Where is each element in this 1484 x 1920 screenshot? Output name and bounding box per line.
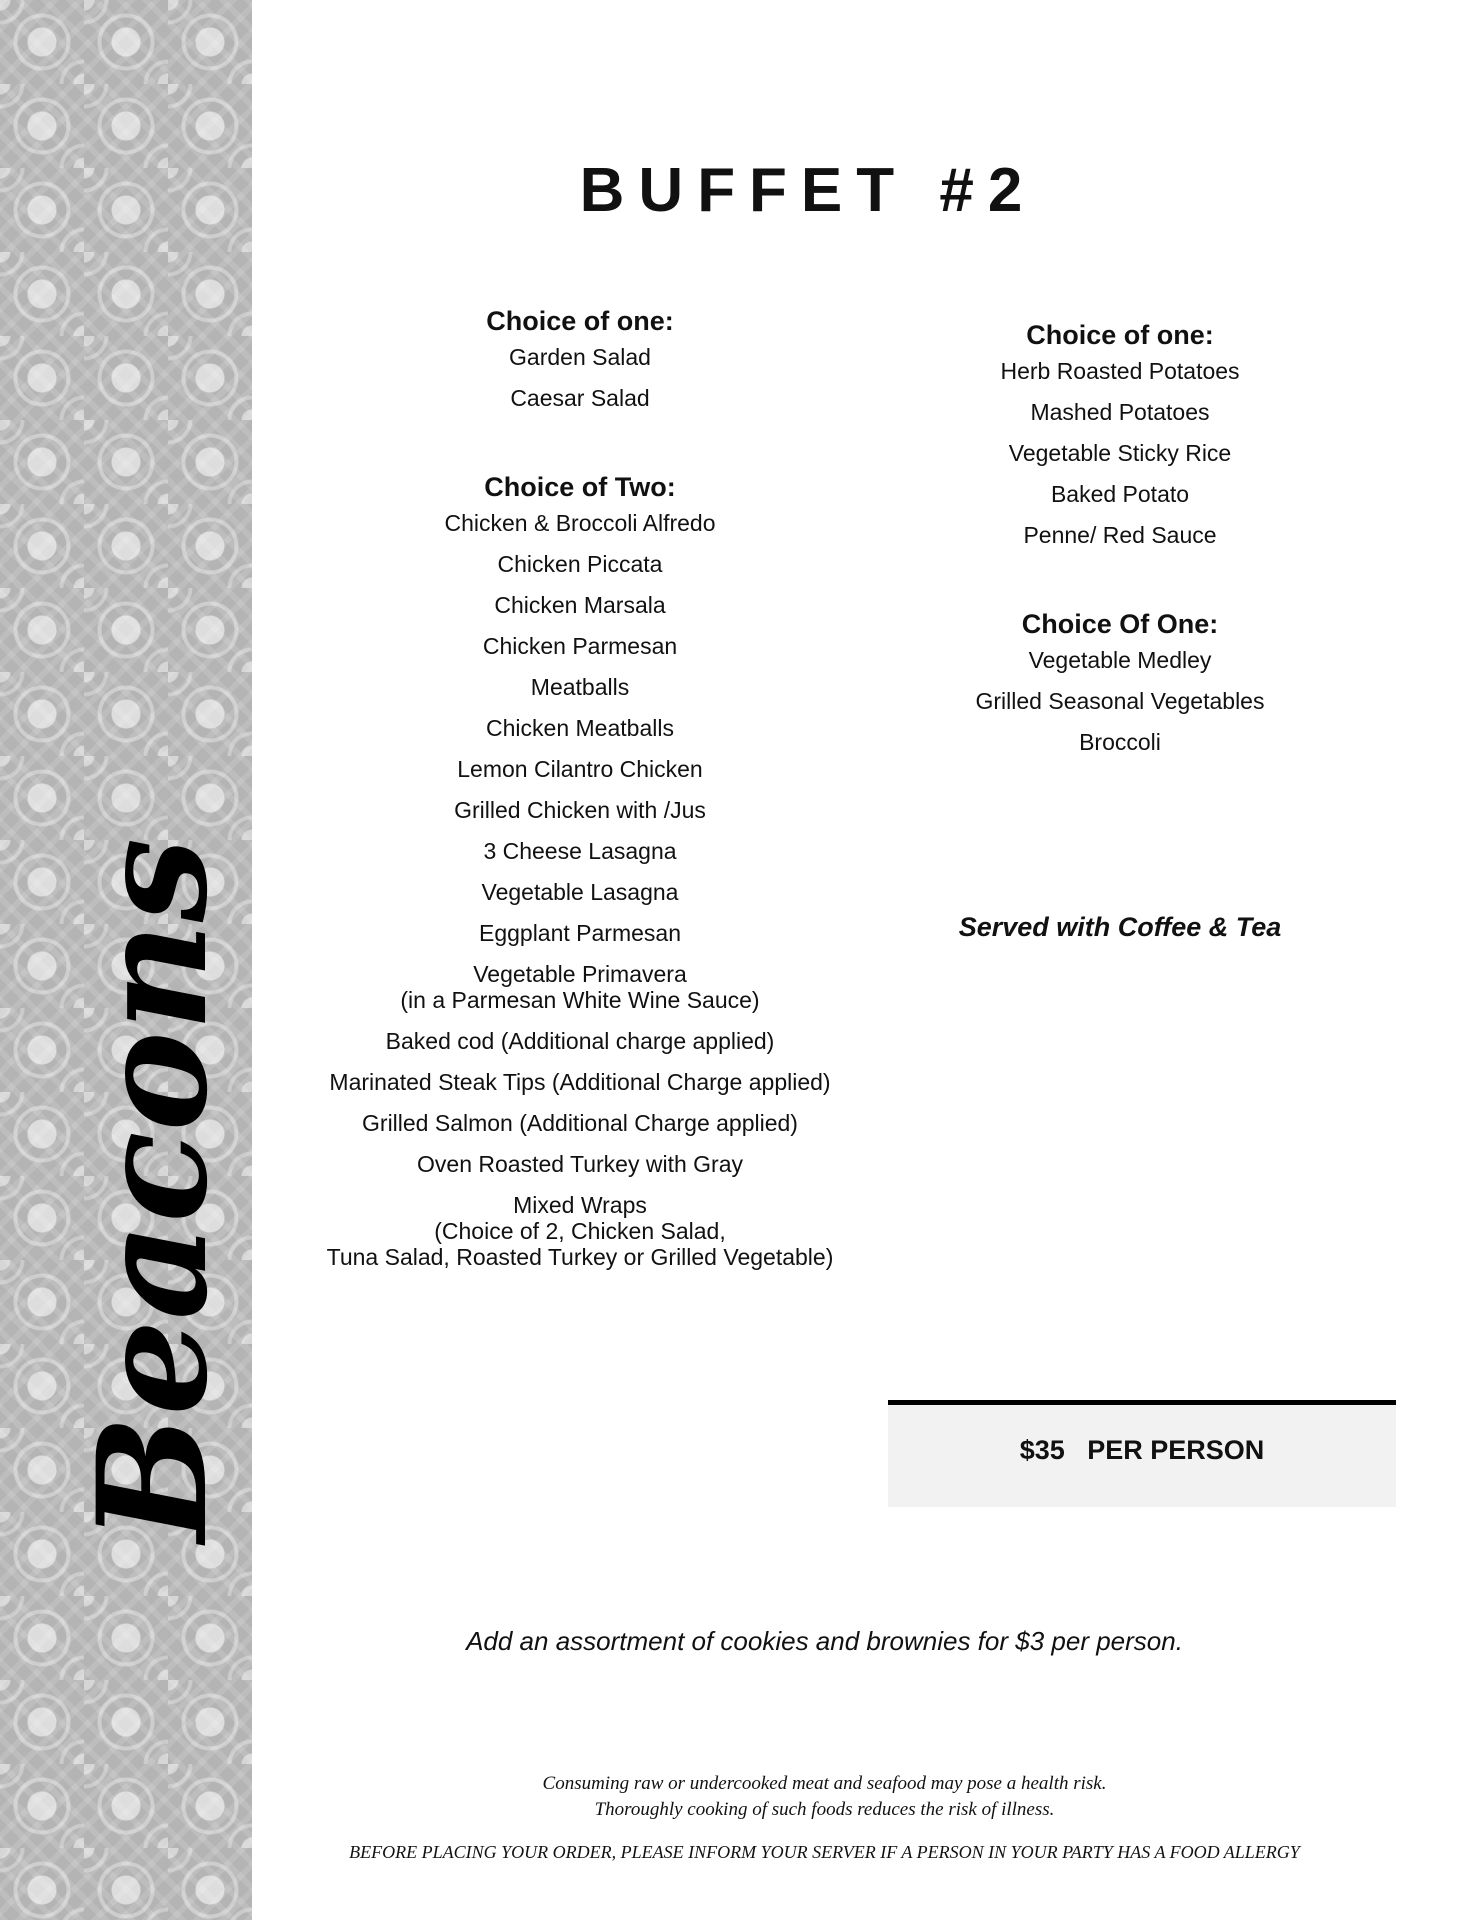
menu-item: Oven Roasted Turkey with Gray	[417, 1151, 743, 1177]
left-menu-column	[300, 306, 860, 1285]
menu-item: Mashed Potatoes	[1030, 399, 1210, 425]
price-box	[888, 1400, 1396, 1507]
menu-item: Broccoli	[1079, 729, 1161, 755]
menu-item: Chicken & Broccoli Alfredo	[444, 510, 716, 536]
section-heading: Choice of one:	[1026, 320, 1214, 350]
page-title: BUFFET #2	[579, 156, 1037, 225]
menu-item: Meatballs	[530, 674, 630, 700]
section-vegetable	[920, 609, 1320, 755]
section-starch	[920, 320, 1320, 548]
menu-item: Penne/ Red Sauce	[1023, 522, 1217, 548]
menu-item: 3 Cheese Lasagna	[483, 838, 677, 864]
menu-item: Baked Potato	[1050, 481, 1190, 507]
section-heading: Choice Of One:	[1021, 609, 1219, 639]
menu-item: Vegetable Sticky Rice	[1008, 440, 1232, 466]
allergy-notice: BEFORE PLACING YOUR ORDER, PLEASE INFORM YOUR SERVER IF A PERSON IN YOUR PARTY HAS A FOOD ALLERGY	[349, 1842, 1300, 1862]
menu-item: Chicken Parmesan	[482, 633, 678, 659]
menu-item: Vegetable Lasagna	[481, 879, 679, 905]
price-label: $35 PER PERSON	[1019, 1435, 1265, 1465]
health-disclaimer	[252, 1771, 1397, 1823]
served-with-note: Served with Coffee & Tea	[958, 912, 1282, 942]
disclaimer-line: Consuming raw or undercooked meat and seafood may pose a health risk.	[542, 1773, 1107, 1794]
menu-item: Grilled Chicken with /Jus	[454, 797, 706, 823]
section-salad	[300, 306, 860, 411]
disclaimer-line: Thoroughly cooking of such foods reduces the risk of illness.	[594, 1799, 1055, 1820]
menu-item: Mixed Wraps (Choice of 2, Chicken Salad, Tuna Salad, Roasted Turkey or Grilled Vegetable)	[326, 1192, 834, 1270]
menu-item: Chicken Piccata	[497, 551, 663, 577]
section-heading: Choice of Two:	[484, 472, 676, 502]
menu-item: Caesar Salad	[510, 385, 650, 411]
section-entrees	[300, 472, 860, 1270]
menu-item: Vegetable Medley	[1028, 647, 1212, 673]
menu-item: Marinated Steak Tips (Additional Charge applied)	[329, 1069, 831, 1095]
menu-item: Chicken Meatballs	[486, 715, 674, 741]
menu-item: Baked cod (Additional charge applied)	[385, 1028, 775, 1054]
section-heading: Choice of one:	[486, 306, 674, 336]
decorative-sidebar	[0, 0, 252, 1920]
menu-item: Garden Salad	[509, 344, 651, 370]
menu-item: Herb Roasted Potatoes	[1000, 358, 1240, 384]
menu-item: Chicken Marsala	[494, 592, 666, 618]
logo-text: Beacons	[65, 837, 241, 1543]
right-menu-column	[920, 320, 1320, 770]
beacons-logo	[0, 0, 252, 1920]
menu-item: Lemon Cilantro Chicken	[457, 756, 703, 782]
menu-item: Grilled Salmon (Additional Charge applied)	[362, 1110, 798, 1136]
dessert-addon-note: Add an assortment of cookies and brownies for $3 per person.	[466, 1626, 1183, 1656]
menu-item: Eggplant Parmesan	[478, 920, 681, 946]
menu-item: Vegetable Primavera (in a Parmesan White Wine Sauce)	[400, 961, 760, 1013]
menu-item: Grilled Seasonal Vegetables	[975, 688, 1265, 714]
